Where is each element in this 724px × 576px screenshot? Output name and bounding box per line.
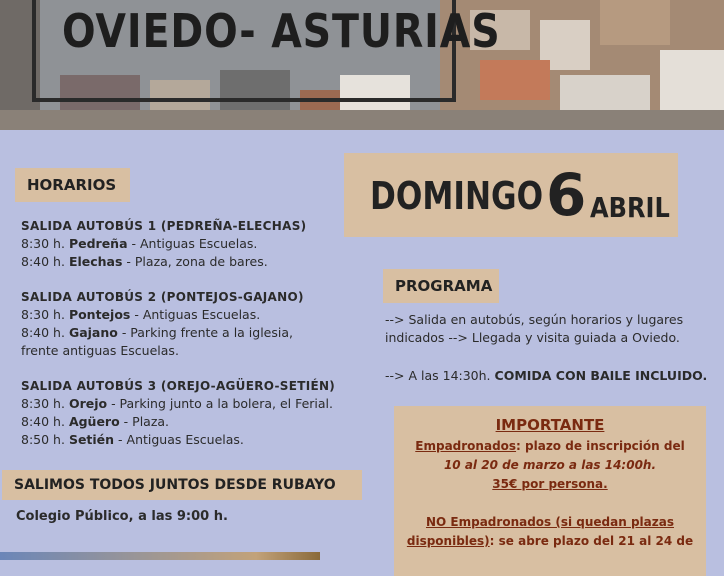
hero-title: OVIEDO- ASTURIAS [62, 4, 501, 58]
programa-line-2: indicados --> Llegada y visita guiada a Oviedo. [385, 330, 680, 345]
bus-1-title: SALIDA AUTOBÚS 1 (PEDREÑA-ELECHAS) [21, 219, 307, 233]
bus-3-stop-1: 8:30 h. Orejo - Parking junto a la bolera, el Ferial. [21, 396, 333, 411]
programa-label: PROGRAMA [383, 269, 499, 303]
salimos-detail: Colegio Público, a las 9:00 h. [16, 509, 228, 524]
bus-3-stop-2: 8:40 h. Agüero - Plaza. [21, 414, 170, 429]
important-noemp-line: NO Empadronados (si quedan plazas [426, 515, 674, 529]
programa-line-1: --> Salida en autobús, según horarios y lugares [385, 312, 684, 327]
date-weekday: DOMINGO [370, 174, 544, 218]
bus-2-extra: frente antiguas Escuelas. [21, 343, 179, 358]
important-emp-line: Empadronados: plazo de inscripción del [415, 439, 685, 453]
important-emp-price: 35€ por persona. [492, 477, 608, 491]
important-box [394, 406, 706, 576]
bus-1-stop-2: 8:40 h. Elechas - Plaza, zona de bares. [21, 254, 268, 269]
bottom-photo [0, 552, 320, 560]
bus-2-title: SALIDA AUTOBÚS 2 (PONTEJOS-GAJANO) [21, 290, 304, 304]
bus-3-stop-3: 8:50 h. Setién - Antiguas Escuelas. [21, 432, 244, 447]
important-emp-dates: 10 al 20 de marzo a las 14:00h. [443, 458, 657, 472]
programa-line-3: --> A las 14:30h. COMIDA CON BAILE INCLUIDO. [385, 368, 708, 383]
date-month: ABRIL [590, 191, 670, 224]
date-box [344, 153, 678, 237]
hero-photo [0, 0, 724, 130]
bus-2-stop-2: 8:40 h. Gajano - Parking frente a la iglesia, [21, 325, 293, 340]
bus-3-title: SALIDA AUTOBÚS 3 (OREJO-AGÜERO-SETIÉN) [21, 379, 336, 393]
important-noemp-line-2: disponibles): se abre plazo del 21 al 24 de [406, 534, 694, 548]
salimos-label: SALIMOS TODOS JUNTOS DESDE RUBAYO [2, 470, 362, 500]
important-title: IMPORTANTE [495, 416, 605, 434]
bus-2-stop-1: 8:30 h. Pontejos - Antiguas Escuelas. [21, 307, 261, 322]
date-day: 6 [546, 161, 587, 229]
horarios-label: HORARIOS [15, 168, 130, 202]
bus-1-stop-1: 8:30 h. Pedreña - Antiguas Escuelas. [21, 236, 258, 251]
